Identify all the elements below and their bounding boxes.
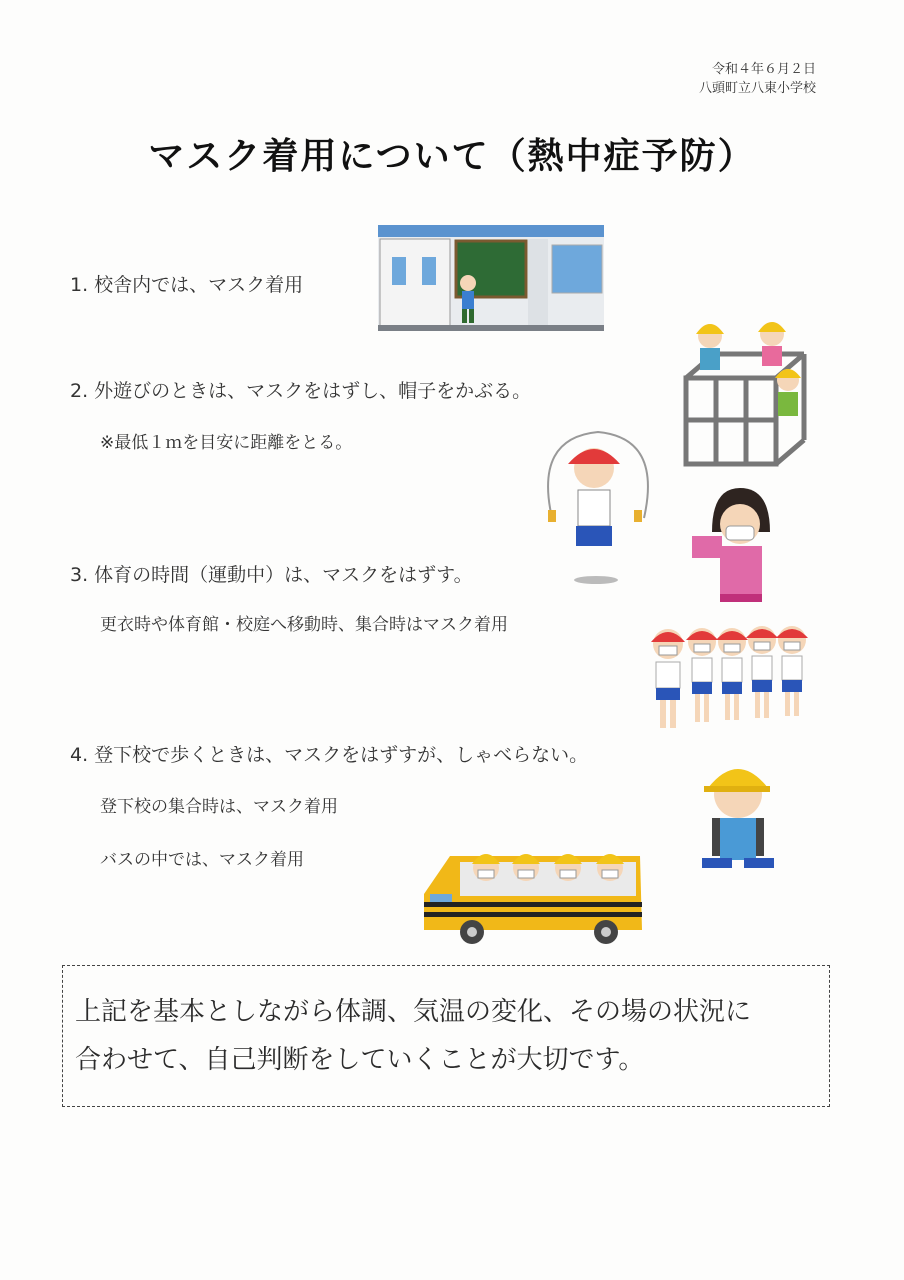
page-title: マスク着用について（熱中症予防） <box>148 136 756 177</box>
item-2-note: ※最低１ｍを目安に距離をとる。 <box>100 433 353 453</box>
summary-note-box <box>62 965 830 1107</box>
summary-line-1: 上記を基本としながら体調、気温の変化、その場の状況に <box>75 997 752 1027</box>
school-name: 八頭町立八東小学校 <box>698 81 816 96</box>
jump-rope-illustration <box>538 428 660 590</box>
walking-student-illustration <box>686 748 788 884</box>
item-3-note: 更衣時や体育館・校庭へ移動時、集合時はマスク着用 <box>100 615 508 635</box>
item-2: 2. 外遊びのときは、マスクをはずし、帽子をかぶる。 <box>70 380 532 402</box>
item-4: 4. 登下校で歩くときは、マスクをはずすが、しゃべらない。 <box>70 744 589 766</box>
date-block <box>699 60 816 98</box>
item-3: 3. 体育の時間（運動中）は、マスクをはずす。 <box>70 564 473 586</box>
item-1: 1. 校舎内では、マスク着用 <box>70 274 304 296</box>
item-4-note-1: 登下校の集合時は、マスク着用 <box>100 797 338 817</box>
classroom-illustration <box>378 225 604 331</box>
school-bus-illustration <box>420 832 648 948</box>
jungle-gym-illustration <box>680 308 810 468</box>
mask-changing-illustration <box>690 486 782 604</box>
document-date: 令和４年６月２日 <box>711 62 816 77</box>
item-4-note-2: バスの中では、マスク着用 <box>100 850 304 870</box>
summary-line-2: 合わせて、自己判断をしていくことが大切です。 <box>75 1045 645 1075</box>
lined-up-students-illustration <box>642 618 830 730</box>
